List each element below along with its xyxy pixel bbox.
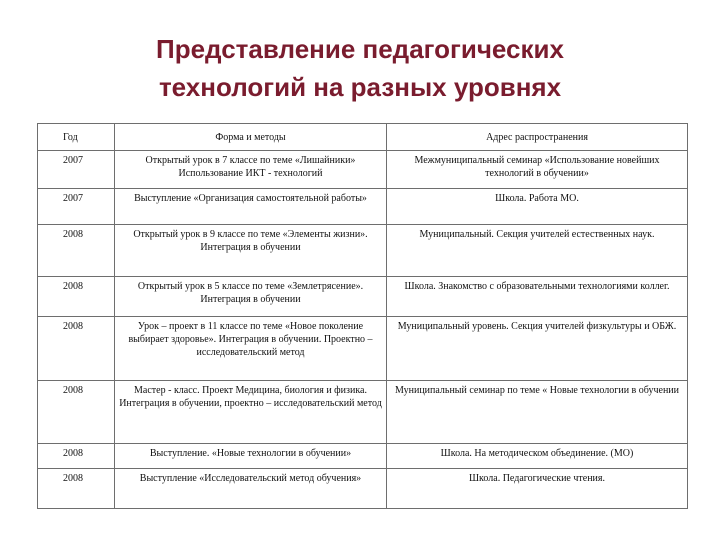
table-row: [38, 225, 688, 277]
table-row: [38, 189, 688, 225]
cell-form-methods: Урок – проект в 11 классе по теме «Новое поколение выбирает здоровье». Интеграция в обучении. Проектно – исследовательский метод: [115, 317, 387, 381]
table-row: [38, 317, 688, 381]
cell-address: Муниципальный уровень. Секция учителей физкультуры и ОБЖ.: [387, 317, 688, 381]
cell-address: Школа. Педагогические чтения.: [387, 469, 688, 509]
cell-year: 2008: [38, 381, 115, 444]
cell-form-methods: Открытый урок в 7 классе по теме «Лишайники» Использование ИКТ - технологий: [115, 151, 387, 189]
cell-form-methods: Мастер - класс. Проект Медицина, биология и физика. Интеграция в обучении, проектно – исследовательский метод: [115, 381, 387, 444]
technologies-table: [37, 123, 688, 509]
cell-year: 2008: [38, 317, 115, 381]
cell-form-methods: Открытый урок в 9 классе по теме «Элементы жизни». Интеграция в обучении: [115, 225, 387, 277]
cell-year: 2008: [38, 225, 115, 277]
cell-year: 2008: [38, 277, 115, 317]
cell-form-methods: Выступление «Исследовательский метод обучения»: [115, 469, 387, 509]
table-row: [38, 151, 688, 189]
cell-address: Школа. На методическом объединение. (МО): [387, 444, 688, 469]
cell-year: 2008: [38, 469, 115, 509]
cell-address: Муниципальный семинар по теме « Новые технологии в обучении: [387, 381, 688, 444]
table-row: [38, 277, 688, 317]
cell-address: Школа. Работа МО.: [387, 189, 688, 225]
cell-year: 2008: [38, 444, 115, 469]
cell-form-methods: Открытый урок в 5 классе по теме «Землетрясение». Интеграция в обучении: [115, 277, 387, 317]
cell-form-methods: Выступление. «Новые технологии в обучении»: [115, 444, 387, 469]
cell-form-methods: Выступление «Организация самостоятельной работы»: [115, 189, 387, 225]
cell-year: 2007: [38, 189, 115, 225]
table-header-row: [38, 124, 688, 151]
slide-title: [0, 30, 720, 106]
header-year: Год: [38, 124, 115, 151]
cell-address: Школа. Знакомство с образовательными технологиями коллег.: [387, 277, 688, 317]
header-form-methods: Форма и методы: [115, 124, 387, 151]
slide-title-line-1: Представление педагогических: [156, 34, 564, 64]
cell-address: Межмуниципальный семинар «Использование новейших технологий в обучении»: [387, 151, 688, 189]
table-row: [38, 469, 688, 509]
slide-title-line-2: технологий на разных уровнях: [158, 72, 562, 102]
table-row: [38, 381, 688, 444]
header-address: Адрес распространения: [387, 124, 688, 151]
cell-year: 2007: [38, 151, 115, 189]
cell-address: Муниципальный. Секция учителей естественных наук.: [387, 225, 688, 277]
table-row: [38, 444, 688, 469]
